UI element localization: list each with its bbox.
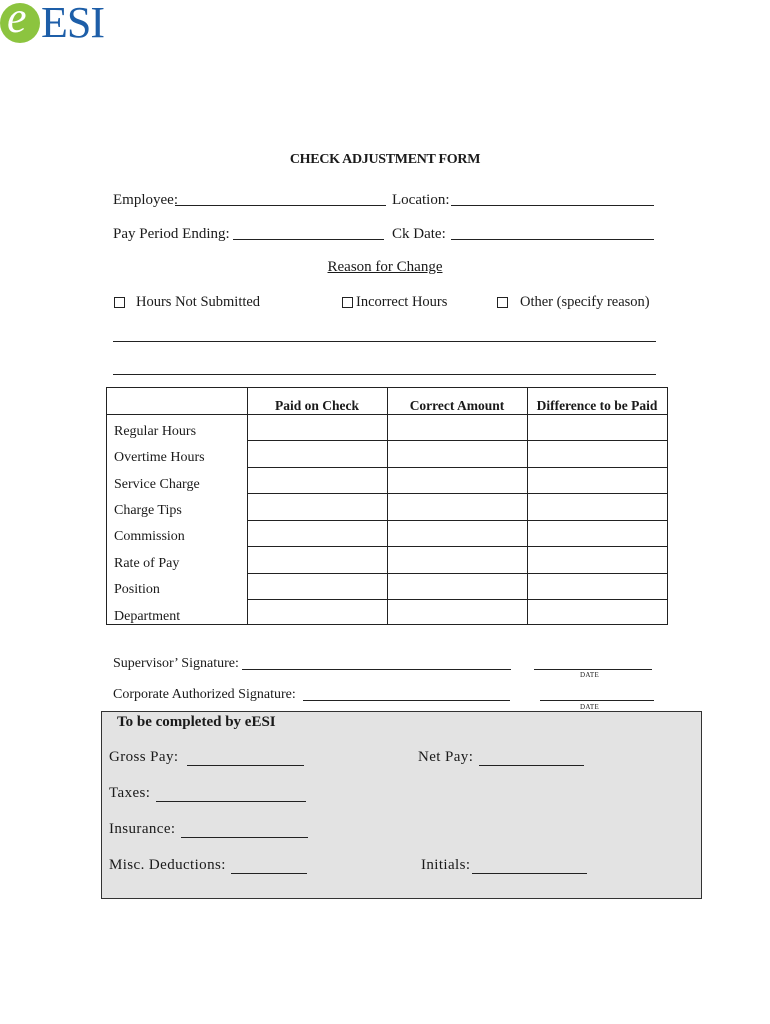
form-title: CHECK ADJUSTMENT FORM	[289, 152, 481, 167]
hours-not-submitted-label: Hours Not Submitted	[136, 294, 261, 310]
table-row-divider	[247, 546, 667, 547]
taxes-label: Taxes:	[109, 785, 151, 801]
location-field[interactable]	[451, 205, 654, 206]
table-col-divider	[387, 388, 388, 624]
corporate-date-label: DATE	[580, 703, 600, 711]
row-label-regular-hours: Regular Hours	[114, 424, 197, 439]
pay-period-ending-field[interactable]	[233, 239, 384, 240]
employee-field[interactable]	[175, 205, 386, 206]
misc-deductions-label: Misc. Deductions:	[109, 857, 226, 873]
table-row-divider	[247, 599, 667, 600]
supervisor-date-field[interactable]	[534, 669, 652, 670]
logo-wordmark: ESI	[41, 0, 104, 47]
col-header-correct-amount: Correct Amount	[409, 398, 505, 413]
row-label-rate-of-pay: Rate of Pay	[114, 556, 180, 571]
gross-pay-label: Gross Pay:	[109, 749, 179, 765]
reason-line-1[interactable]	[113, 341, 656, 342]
gross-pay-field[interactable]	[187, 765, 304, 766]
row-label-department: Department	[114, 609, 181, 624]
eesi-logo	[0, 0, 120, 46]
misc-deductions-field[interactable]	[231, 873, 307, 874]
net-pay-field[interactable]	[479, 765, 584, 766]
employee-label: Employee:	[113, 192, 178, 208]
location-label: Location:	[392, 192, 450, 208]
pay-period-ending-label: Pay Period Ending:	[113, 226, 230, 242]
corporate-signature-label: Corporate Authorized Signature:	[113, 687, 296, 702]
initials-label: Initials:	[421, 857, 471, 873]
table-row-divider	[107, 414, 667, 415]
row-label-overtime-hours: Overtime Hours	[114, 450, 205, 465]
incorrect-hours-label: Incorrect Hours	[356, 294, 448, 310]
table-row-divider	[247, 440, 667, 441]
table-row-divider	[247, 520, 667, 521]
row-label-charge-tips: Charge Tips	[114, 503, 182, 518]
initials-field[interactable]	[472, 873, 587, 874]
other-reason-label: Other (specify reason)	[520, 294, 650, 310]
insurance-label: Insurance:	[109, 821, 176, 837]
table-col-divider	[527, 388, 528, 624]
ck-date-label: Ck Date:	[392, 226, 446, 242]
col-header-paid-on-check: Paid on Check	[274, 398, 359, 413]
row-label-commission: Commission	[114, 529, 185, 544]
table-col-divider	[247, 388, 248, 624]
esi-completion-box	[101, 711, 702, 899]
row-label-position: Position	[114, 582, 160, 597]
insurance-field[interactable]	[181, 837, 308, 838]
row-label-service-charge: Service Charge	[114, 477, 200, 492]
taxes-field[interactable]	[156, 801, 306, 802]
col-header-difference: Difference to be Paid	[536, 398, 658, 413]
corporate-date-field[interactable]	[540, 700, 654, 701]
net-pay-label: Net Pay:	[418, 749, 474, 765]
table-row-divider	[247, 493, 667, 494]
logo-e-letter: e	[7, 0, 27, 42]
other-reason-checkbox[interactable]	[497, 297, 508, 308]
incorrect-hours-checkbox[interactable]	[342, 297, 353, 308]
esi-box-heading: To be completed by eESI	[117, 714, 276, 730]
reason-heading: Reason for Change	[327, 259, 443, 275]
ck-date-field[interactable]	[451, 239, 654, 240]
supervisor-signature-field[interactable]	[242, 669, 511, 670]
table-row-divider	[247, 467, 667, 468]
reason-line-2[interactable]	[113, 374, 656, 375]
table-row-divider	[247, 573, 667, 574]
supervisor-date-label: DATE	[580, 671, 600, 679]
hours-not-submitted-checkbox[interactable]	[114, 297, 125, 308]
supervisor-signature-label: Supervisor’ Signature:	[113, 656, 239, 671]
corporate-signature-field[interactable]	[303, 700, 510, 701]
adjustment-table	[106, 387, 668, 625]
